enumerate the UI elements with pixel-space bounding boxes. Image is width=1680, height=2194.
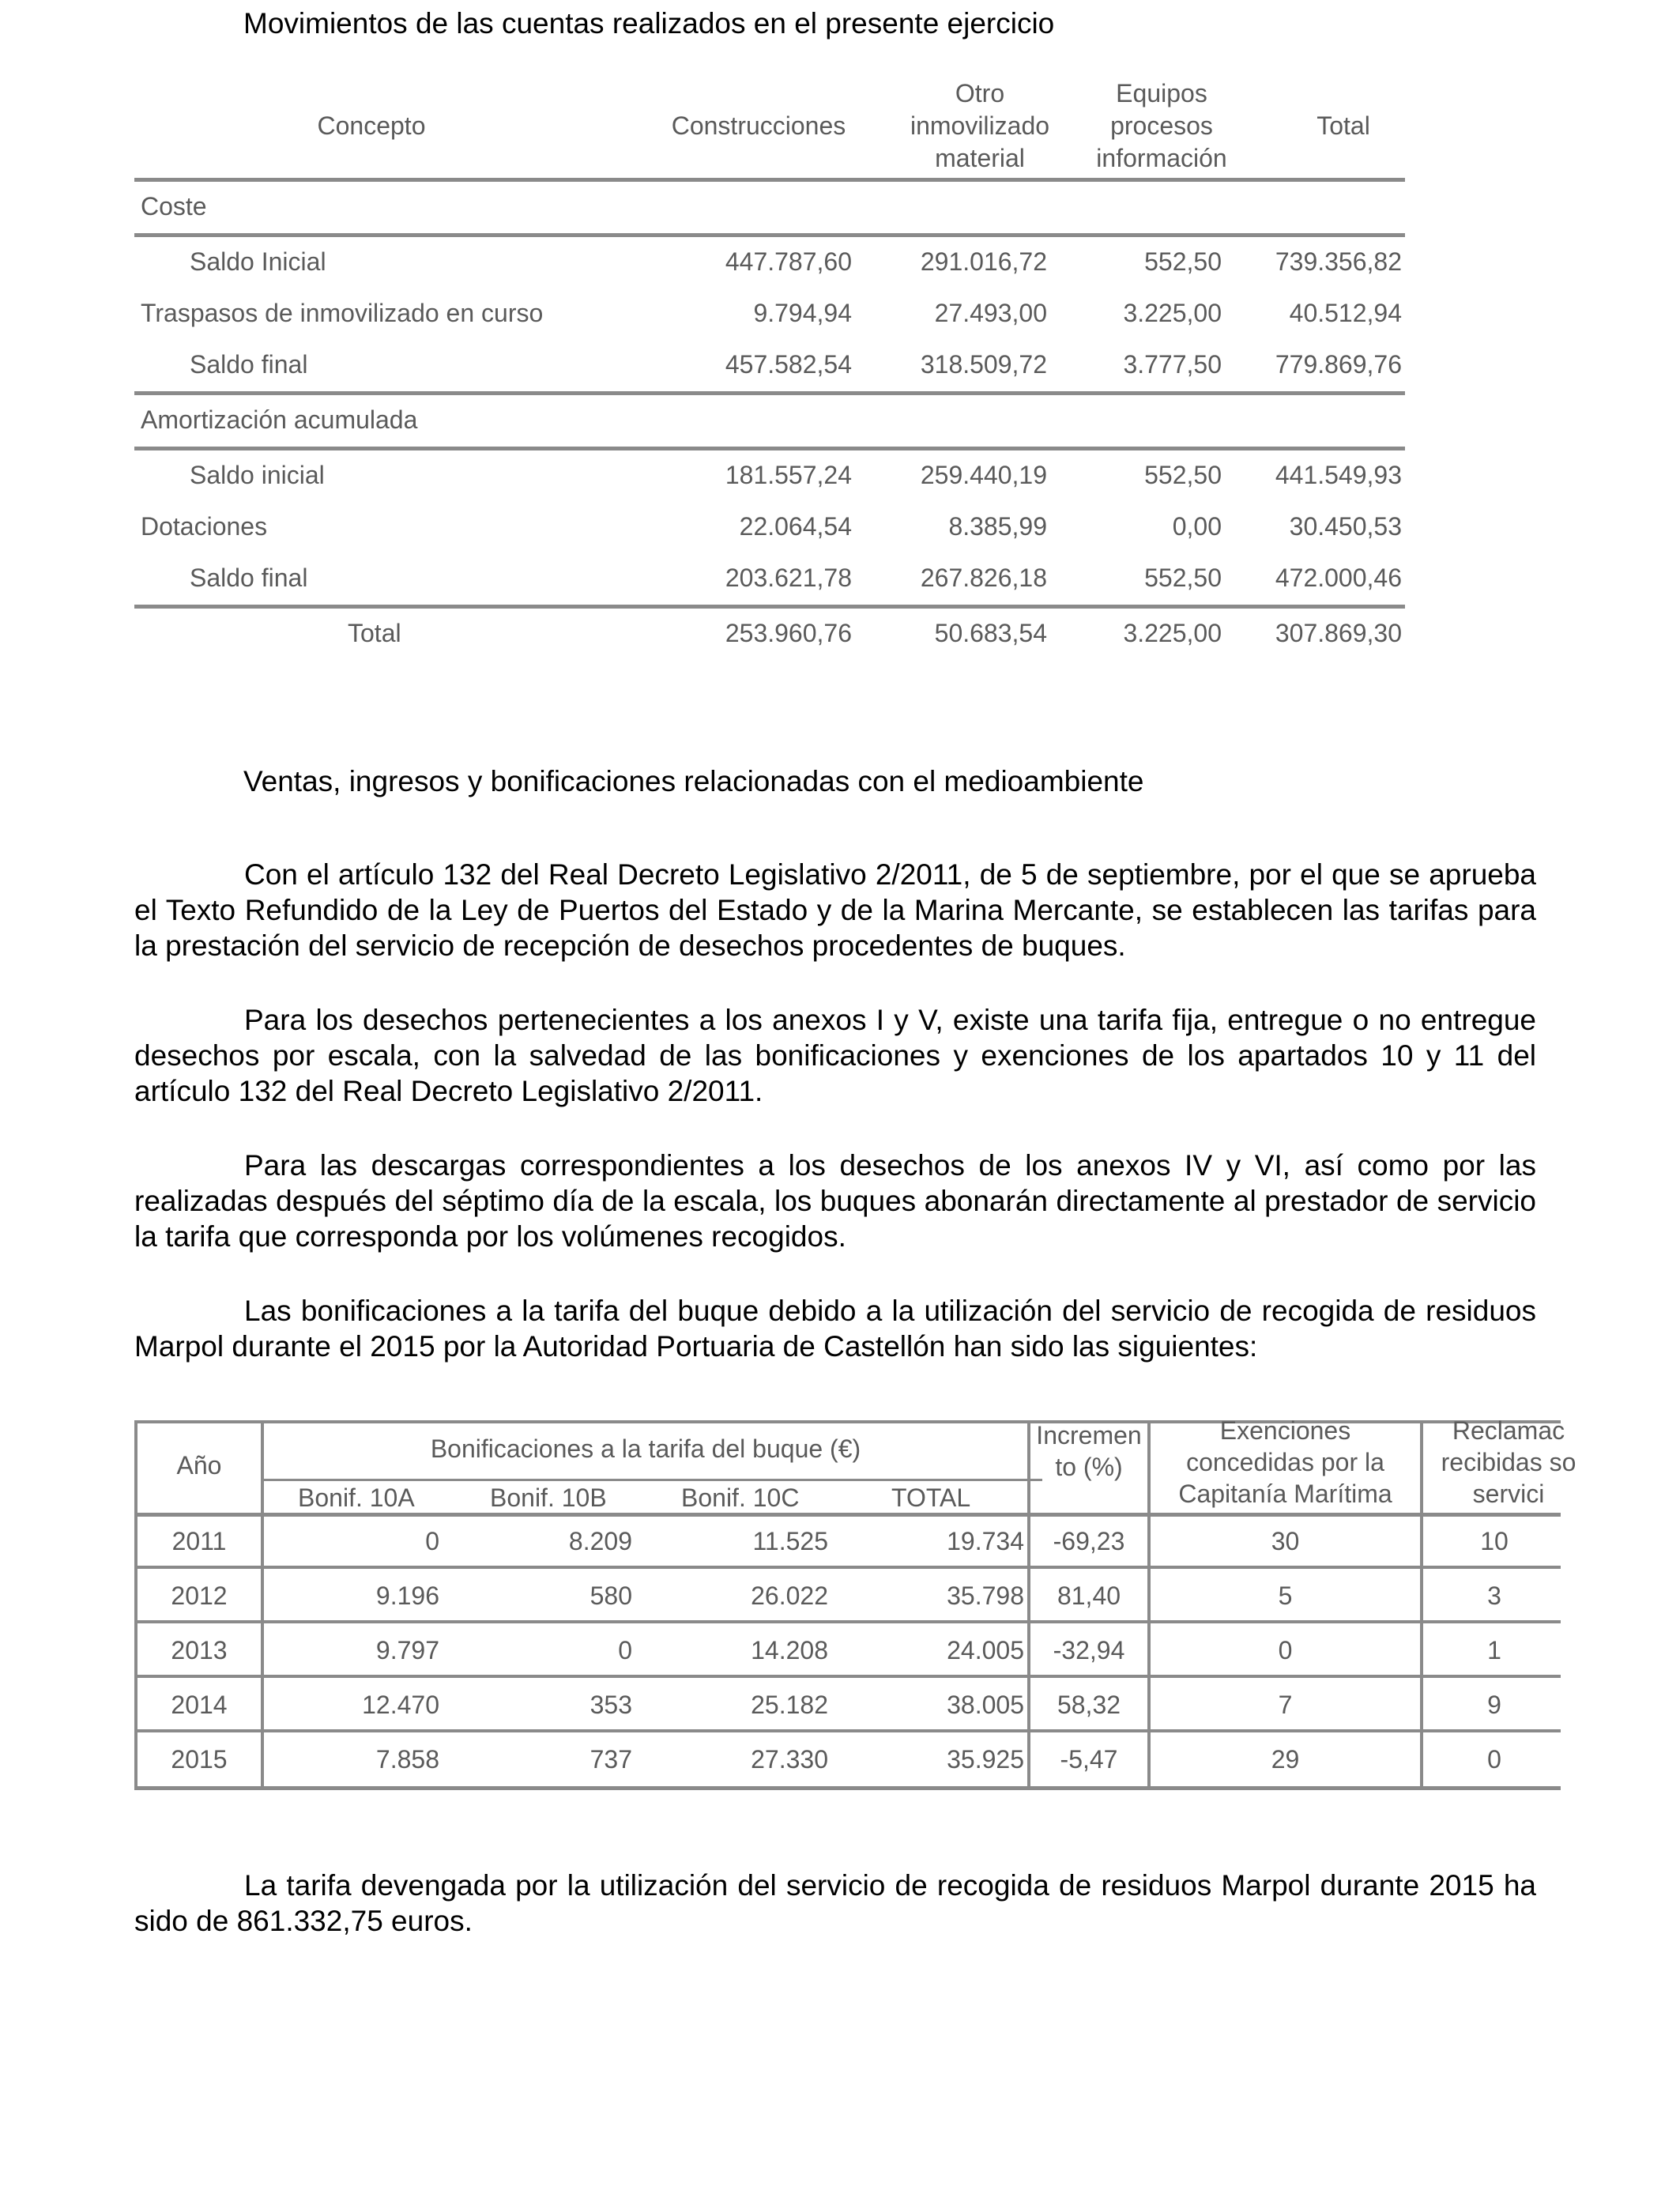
header-total: Total <box>1317 111 1370 140</box>
header-equipos: Equipos procesos información <box>1096 79 1227 172</box>
group-label: Amortización acumulada <box>141 405 418 434</box>
table-row: Saldo Inicial 447.787,60 291.016,72 552,50 739.356,82 <box>190 247 1402 276</box>
section-title-movimientos: Movimientos de las cuentas realizados en el presente ejercicio <box>243 7 1055 40</box>
group-row-amortizacion <box>134 395 1405 447</box>
table-header <box>134 75 1405 178</box>
table-row: Saldo inicial 181.557,24 259.440,19 552,50 441.549,93 <box>190 461 1402 489</box>
header-bonificaciones: Bonificaciones a la tarifa del buque (€) <box>430 1434 861 1463</box>
header-bonif-10a: Bonif. 10A <box>298 1483 415 1512</box>
header-construcciones: Construcciones <box>671 111 846 140</box>
table-row: Saldo final 203.621,78 267.826,18 552,50 472.000,46 <box>190 564 1402 592</box>
header-bonif-10b: Bonif. 10B <box>490 1483 607 1512</box>
header-incremento: Incremen to (%) <box>1036 1421 1142 1481</box>
header-bonif-10c: Bonif. 10C <box>681 1483 800 1512</box>
paragraph-articulo-132: Con el artículo 132 del Real Decreto Legislativo 2/2011, de 5 de septiembre, por el que se aprueba el Texto Refundido de la Ley de Puertos del Estado y de la Marina Mercante, se establecen las tarifas para la prestación del servicio de recepción de desechos procedentes de buques. <box>134 858 1536 962</box>
header-otro-inmovilizado: Otro inmovilizado material <box>910 79 1050 172</box>
header-concepto: Concepto <box>317 111 426 140</box>
header-reclamaciones: Reclamac recibidas so servici <box>1441 1416 1576 1508</box>
movimientos-table <box>134 75 1405 660</box>
total-row: Total 253.960,76 50.683,54 3.225,00 307.869,30 <box>348 619 1402 647</box>
paragraph-tarifa-devengada: La tarifa devengada por la utilización del servicio de recogida de residuos Marpol durante 2015 ha sido de 861.332,75 euros. <box>134 1869 1536 1937</box>
table-row: Saldo final 457.582,54 318.509,72 3.777,50 779.869,76 <box>190 350 1402 379</box>
header-anio: Año <box>176 1451 222 1480</box>
header-total: TOTAL <box>891 1483 971 1512</box>
bonificaciones-table: Año Bonificaciones a la tarifa del buque (€) Bonif. 10A Bonif. 10B Bonif. 10C TOTAL Incremen to (%) Exenciones concedidas por la Capitanía Marítima Reclamac recibidas so servici 2011 0 8.209 11.525 19.734 -69,23 30 10 2012 9.196 580 26.022 35.798 81,40 5 3 2013 9.797 0 14.208 24.005 -32,94 0 1 2014 12.470 353 25.182 38.005 58,32 7 9 2015 7.858 737 27.330 35.925 -5,47 29 0 <box>134 1420 1561 1793</box>
table-row: Traspasos de inmovilizado en curso 9.794,94 27.493,00 3.225,00 40.512,94 <box>141 299 1402 327</box>
paragraph-anexos-iv-vi: Para las descargas correspondientes a los desechos de los anexos IV y VI, así como por las realizadas después del séptimo día de la escala, los buques abonarán directamente al prestador de servicio la tarifa que corresponda por los volúmenes recogidos. <box>134 1149 1536 1253</box>
paragraph-bonificaciones: Las bonificaciones a la tarifa del buque debido a la utilización del servicio de recogida de residuos Marpol durante el 2015 por la Autoridad Portuaria de Castellón han sido las siguientes: <box>134 1295 1536 1363</box>
section-title-ventas: Ventas, ingresos y bonificaciones relacionadas con el medioambiente <box>243 765 1144 797</box>
group-label: Coste <box>141 192 207 221</box>
table-row: Dotaciones 22.064,54 8.385,99 0,00 30.450,53 <box>141 512 1402 541</box>
header-exenciones: Exenciones concedidas por la Capitanía Marítima <box>1178 1416 1392 1508</box>
group-row-coste <box>134 182 1405 233</box>
paragraph-anexos-i-v: Para los desechos pertenecientes a los anexos I y V, existe una tarifa fija, entregue o no entregue desechos por escala, con la salvedad de las bonificaciones y exenciones de los apartados 10 y 11 del artículo 132 del Real Decreto Legislativo 2/2011. <box>134 1004 1536 1107</box>
